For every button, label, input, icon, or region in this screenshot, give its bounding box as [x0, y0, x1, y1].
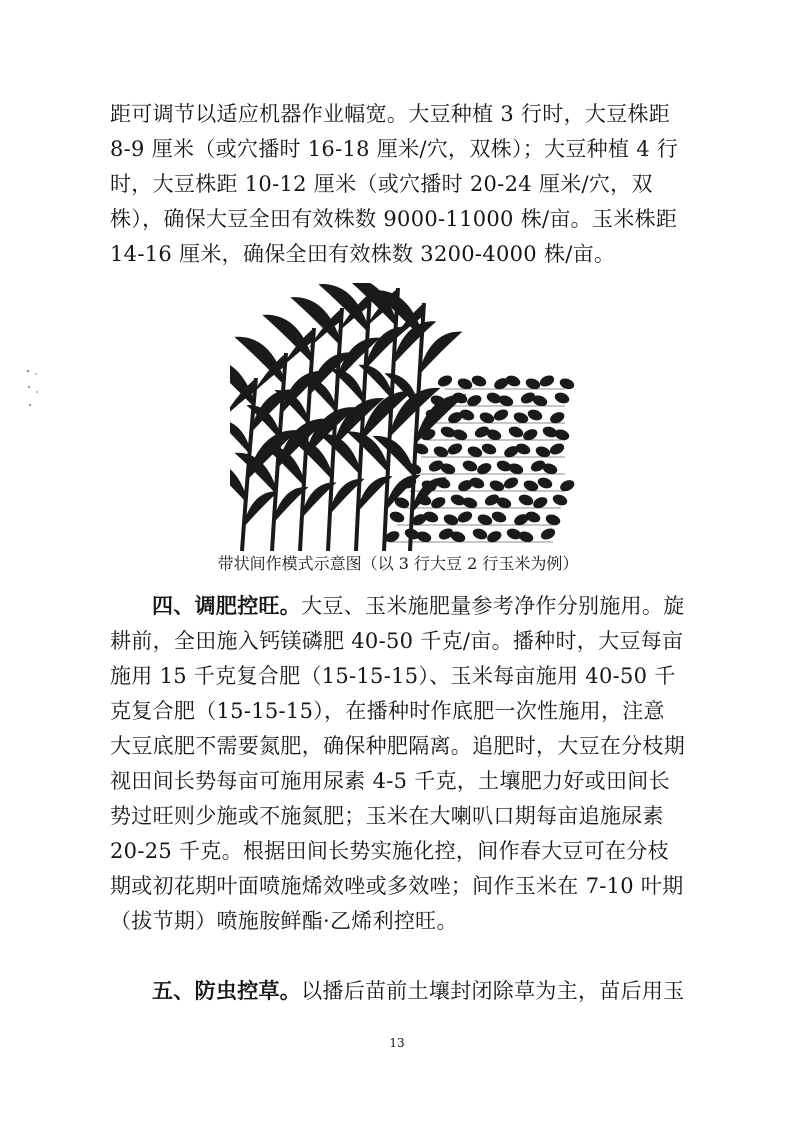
soybean-leaf: [456, 509, 474, 524]
section-4-body: 大豆、玉米施肥量参考净作分别施用。旋耕前，全田施入钙镁磷肥 40-50 千克/亩。播种时，大豆每亩施用 15 千克复合肥（15-15-15）、玉米每亩施用 40-50 千克复合肥（15-15-15），在播种时作底肥一次性施用，注意大豆底肥不需要氮肥，确保种肥隔离。追肥时，大豆在分枝期视田间长势每亩可施用尿素 4-5 千克，土壤肥力好或田间长势过旺则少施或不施氮肥；玉米在大喇叭口期每亩追施尿素 20-25 千克。根据田间长势实施化控，间作春大豆可在分枝期或初花期叶面喷施烯效唑或多效唑；间作玉米在 7-10 叶期（拔节期）喷施胺鲜酯·乙烯利控旺。: [110, 594, 686, 933]
soybean-leaf: [524, 510, 542, 525]
section-5-heading: 五、防虫控草。: [152, 978, 302, 1003]
soybean-leaf: [507, 425, 525, 440]
soybean-leaf: [422, 510, 440, 525]
soybean-leaf: [434, 476, 452, 491]
soybean-leaf: [480, 442, 498, 457]
soybean-leaf: [536, 476, 554, 491]
soybean-leaf: [458, 408, 476, 423]
corn-leaf: [420, 332, 462, 374]
soybean-leaf: [553, 391, 571, 406]
soybean-leaf: [471, 527, 489, 542]
soybean-leaf: [538, 373, 556, 388]
soybean-leaf: [446, 441, 464, 456]
soybean-leaf: [526, 408, 544, 423]
soybean-leaf: [539, 526, 557, 541]
corn-leaf: [230, 461, 246, 503]
scan-margin-marks: [22, 365, 52, 415]
soybean-leaf: [551, 493, 569, 508]
soybean-leaf: [470, 374, 488, 389]
soybean-leaf: [388, 510, 406, 525]
section-5-paragraph: [110, 973, 686, 1009]
soybean-leaf: [517, 493, 535, 508]
soybean-leaf: [504, 374, 522, 389]
section-4-heading: 四、调肥控旺。: [152, 593, 302, 618]
soybean-leaf: [436, 373, 454, 388]
section-4-paragraph: [110, 588, 686, 939]
soybean-leaf: [548, 441, 566, 456]
soybean-leaf: [468, 476, 486, 491]
body-paragraph-spacing: 距可调节以适应机器作业幅宽。大豆种植 3 行时，大豆株距 8-9 厘米（或穴播时 16-18 厘米/穴，双株）；大豆种植 4 行时，大豆株距 10-12 厘米（或穴播时 20-24 厘米/穴，双株），确保大豆全田有效株数 9000-11000 株/亩。玉米株距 14-16 厘米，确保全田有效株数 3200-4000 株/亩。: [110, 102, 679, 266]
page-number: 13: [389, 1036, 405, 1050]
soybean-leaf: [490, 510, 508, 525]
soybean-leaf: [514, 442, 532, 457]
corn-leaf: [230, 420, 250, 455]
intercropping-diagram: [230, 283, 580, 553]
figure-caption: 带状间作模式示意图（以 3 行大豆 2 行玉米为例）: [217, 554, 579, 573]
section-5-body: 以播后苗前土壤封闭除草为主，苗后用玉: [301, 979, 685, 1003]
soybean-leaf: [502, 475, 520, 490]
soybean-leaf: [492, 407, 510, 422]
soybean-leaf: [461, 459, 479, 474]
